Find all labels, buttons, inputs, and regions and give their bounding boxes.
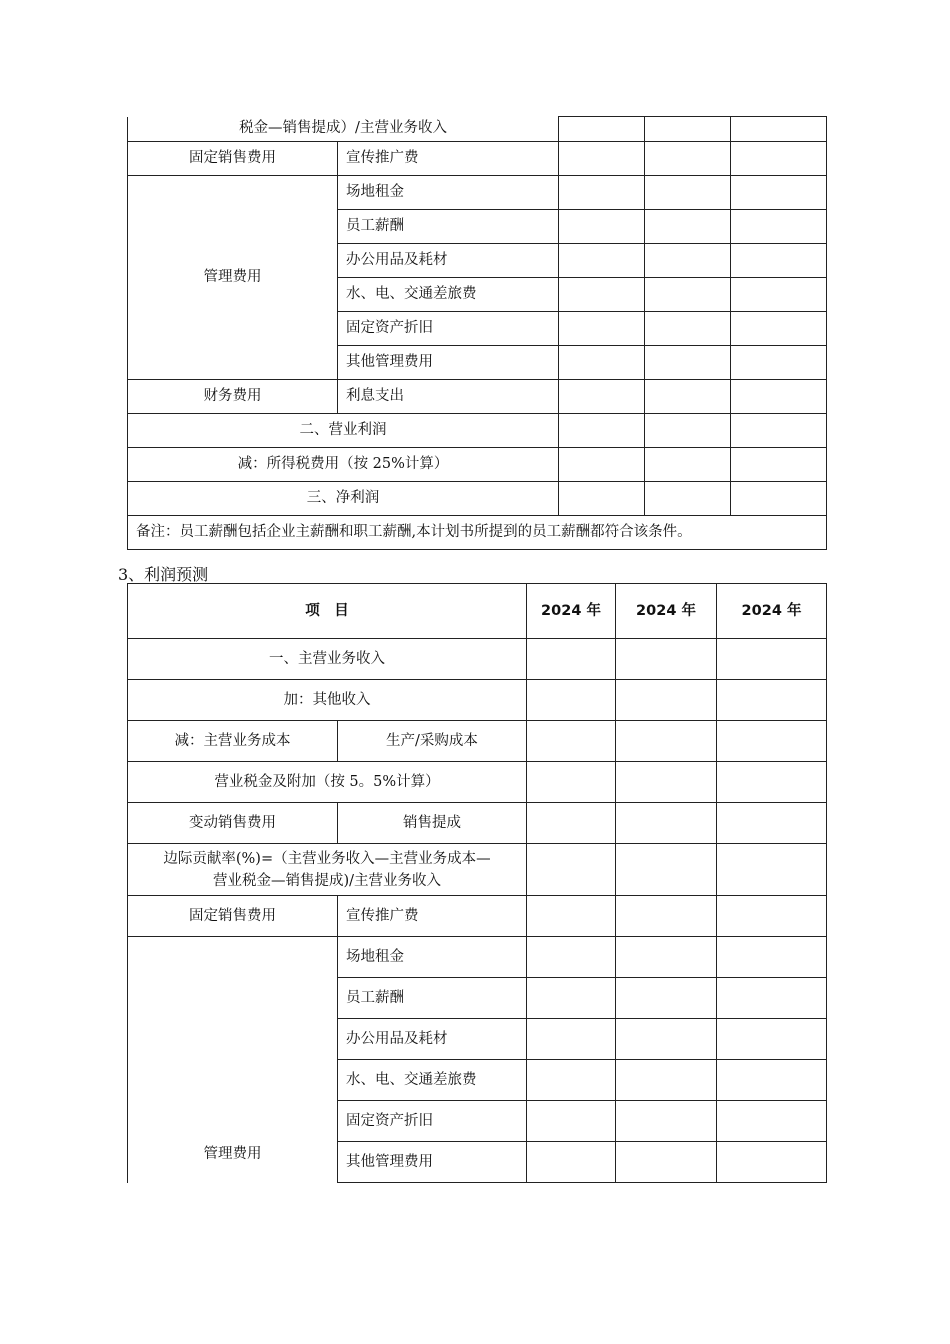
value-cell[interactable] — [527, 896, 616, 937]
value-cell[interactable] — [731, 142, 827, 176]
commission-label: 销售提成 — [338, 803, 527, 844]
value-cell[interactable] — [559, 448, 645, 482]
value-cell[interactable] — [527, 1142, 616, 1183]
table-row — [128, 896, 827, 937]
fixed-sales-label: 固定销售费用 — [128, 896, 338, 937]
value-cell[interactable] — [559, 482, 645, 516]
margin-formula — [128, 844, 527, 896]
value-cell[interactable] — [731, 380, 827, 414]
value-cell[interactable] — [645, 210, 731, 244]
margin-formula-line-1: 边际贡献率(%)=（主营业务收入—主营业务成本— — [163, 850, 491, 867]
value-cell[interactable] — [527, 803, 616, 844]
value-cell[interactable] — [645, 244, 731, 278]
value-cell[interactable] — [645, 380, 731, 414]
table-header-row — [128, 584, 827, 639]
value-cell[interactable] — [616, 1019, 717, 1060]
value-cell[interactable] — [527, 762, 616, 803]
value-cell[interactable] — [559, 176, 645, 210]
table-row — [128, 762, 827, 803]
value-cell[interactable] — [717, 762, 827, 803]
value-cell[interactable] — [527, 680, 616, 721]
value-cell[interactable] — [717, 844, 827, 896]
other-mgmt-label: 其他管理费用 — [338, 1142, 527, 1183]
value-cell[interactable] — [559, 210, 645, 244]
value-cell[interactable] — [717, 1101, 827, 1142]
value-cell[interactable] — [731, 312, 827, 346]
salary-label: 员工薪酬 — [338, 978, 527, 1019]
value-cell[interactable] — [731, 117, 827, 142]
depreciation-label: 固定资产折旧 — [338, 1101, 527, 1142]
value-cell[interactable] — [527, 937, 616, 978]
header-year-1: 2024 年 — [527, 584, 616, 639]
mgmt-label: 管理费用 — [128, 937, 338, 1183]
value-cell[interactable] — [731, 278, 827, 312]
income-tax-label: 减：所得税费用（按 25%计算） — [128, 448, 559, 482]
value-cell[interactable] — [616, 1101, 717, 1142]
value-cell[interactable] — [717, 803, 827, 844]
other-mgmt-label: 其他管理费用 — [338, 346, 559, 380]
cost-sub-label: 生产/采购成本 — [338, 721, 527, 762]
header-year-2: 2024 年 — [616, 584, 717, 639]
value-cell[interactable] — [559, 142, 645, 176]
value-cell[interactable] — [717, 721, 827, 762]
value-cell[interactable] — [645, 448, 731, 482]
table-row — [128, 482, 827, 516]
value-cell[interactable] — [527, 844, 616, 896]
table-row — [128, 448, 827, 482]
value-cell[interactable] — [616, 803, 717, 844]
mgmt-label: 管理费用 — [128, 176, 338, 380]
value-cell[interactable] — [616, 1060, 717, 1101]
interest-label: 利息支出 — [338, 380, 559, 414]
header-item: 项 目 — [128, 584, 527, 639]
value-cell[interactable] — [527, 1101, 616, 1142]
revenue-label: 一、主营业务收入 — [128, 639, 527, 680]
value-cell[interactable] — [559, 117, 645, 142]
rent-label: 场地租金 — [338, 937, 527, 978]
var-sales-label: 变动销售费用 — [128, 803, 338, 844]
header-year-3: 2024 年 — [717, 584, 827, 639]
value-cell[interactable] — [645, 414, 731, 448]
value-cell[interactable] — [731, 244, 827, 278]
value-cell[interactable] — [645, 278, 731, 312]
value-cell[interactable] — [731, 346, 827, 380]
value-cell[interactable] — [645, 176, 731, 210]
value-cell[interactable] — [527, 721, 616, 762]
table-row — [128, 639, 827, 680]
value-cell[interactable] — [616, 1142, 717, 1183]
value-cell[interactable] — [616, 978, 717, 1019]
utilities-label: 水、电、交通差旅费 — [338, 278, 559, 312]
value-cell[interactable] — [559, 278, 645, 312]
value-cell[interactable] — [527, 1019, 616, 1060]
profit-forecast-table — [127, 583, 827, 1183]
rent-label: 场地租金 — [338, 176, 559, 210]
promo-label: 宣传推广费 — [338, 896, 527, 937]
value-cell[interactable] — [645, 482, 731, 516]
table-row — [128, 142, 827, 176]
value-cell[interactable] — [527, 639, 616, 680]
office-label: 办公用品及耗材 — [338, 244, 559, 278]
value-cell[interactable] — [559, 346, 645, 380]
value-cell[interactable] — [616, 896, 717, 937]
expense-table-continued — [127, 116, 827, 550]
value-cell[interactable] — [527, 1060, 616, 1101]
value-cell[interactable] — [559, 414, 645, 448]
value-cell[interactable] — [717, 1142, 827, 1183]
table-row — [128, 844, 827, 896]
value-cell[interactable] — [717, 896, 827, 937]
value-cell[interactable] — [717, 937, 827, 978]
value-cell[interactable] — [645, 346, 731, 380]
office-label: 办公用品及耗材 — [338, 1019, 527, 1060]
value-cell[interactable] — [717, 978, 827, 1019]
table-row — [128, 516, 827, 550]
value-cell[interactable] — [645, 142, 731, 176]
value-cell[interactable] — [616, 762, 717, 803]
value-cell[interactable] — [717, 1019, 827, 1060]
value-cell[interactable] — [616, 844, 717, 896]
section-title: 3、利润预测 — [118, 565, 209, 584]
value-cell[interactable] — [717, 639, 827, 680]
value-cell[interactable] — [717, 1060, 827, 1101]
note-text: 备注：员工薪酬包括企业主薪酬和职工薪酬,本计划书所提到的员工薪酬都符合该条件。 — [128, 516, 827, 550]
value-cell[interactable] — [717, 680, 827, 721]
finance-label: 财务费用 — [128, 380, 338, 414]
other-income-label: 加：其他收入 — [128, 680, 527, 721]
margin-formula-tail: 税金—销售提成）/主营业务收入 — [128, 117, 559, 142]
value-cell[interactable] — [559, 244, 645, 278]
tax-surcharge-label: 营业税金及附加（按 5。5%计算） — [128, 762, 527, 803]
table-row — [128, 721, 827, 762]
table-row — [128, 380, 827, 414]
fixed-sales-label: 固定销售费用 — [128, 142, 338, 176]
table-row — [128, 117, 827, 142]
promo-label: 宣传推广费 — [338, 142, 559, 176]
margin-formula-line-2: 营业税金—销售提成)/主营业务收入 — [212, 872, 442, 889]
value-cell[interactable] — [731, 448, 827, 482]
cost-label: 减：主营业务成本 — [128, 721, 338, 762]
value-cell[interactable] — [616, 937, 717, 978]
operating-profit-label: 二、营业利润 — [128, 414, 559, 448]
value-cell[interactable] — [527, 978, 616, 1019]
depreciation-label: 固定资产折旧 — [338, 312, 559, 346]
value-cell[interactable] — [731, 210, 827, 244]
salary-label: 员工薪酬 — [338, 210, 559, 244]
value-cell[interactable] — [616, 680, 717, 721]
value-cell[interactable] — [645, 312, 731, 346]
table-row — [128, 803, 827, 844]
table-row — [128, 680, 827, 721]
value-cell[interactable] — [616, 639, 717, 680]
utilities-label: 水、电、交通差旅费 — [338, 1060, 527, 1101]
value-cell[interactable] — [559, 312, 645, 346]
net-profit-label: 三、净利润 — [128, 482, 559, 516]
value-cell[interactable] — [731, 482, 827, 516]
table-row — [128, 176, 827, 210]
value-cell[interactable] — [731, 414, 827, 448]
value-cell[interactable] — [559, 380, 645, 414]
value-cell[interactable] — [731, 176, 827, 210]
table-row — [128, 937, 827, 978]
table-row — [128, 414, 827, 448]
value-cell[interactable] — [645, 117, 731, 142]
value-cell[interactable] — [616, 721, 717, 762]
